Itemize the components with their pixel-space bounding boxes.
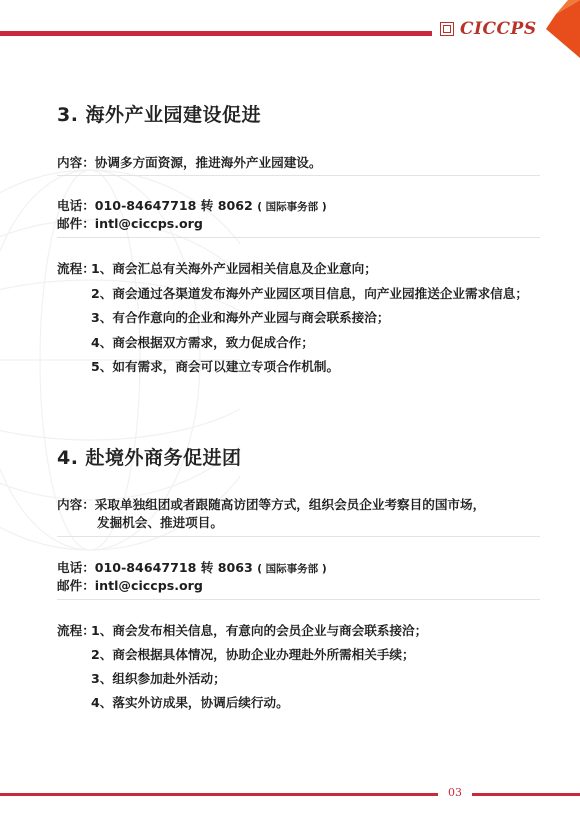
list-item: 2、商会通过各渠道发布海外产业园区项目信息，向产业园推送企业需求信息； (91, 286, 528, 301)
section-4-title: 4. 赴境外商务促进团 (57, 447, 242, 469)
section-4-email (57, 575, 203, 594)
list-item: 3、有合作意向的企业和海外产业园与商会联系接洽； (91, 310, 390, 325)
corner-decoration (534, 0, 580, 60)
list-item: 2、商会根据具体情况，协助企业办理赴外所需相关手续； (91, 647, 415, 662)
phone-number: 010-84647718 转 8062 (94, 198, 253, 213)
phone-number: 010-84647718 转 8063 (94, 560, 253, 575)
logo (440, 18, 537, 40)
content-text: 协调多方面资源，推进海外产业园建设。 (94, 155, 322, 170)
section-3-content (57, 152, 321, 171)
list-item: 1、商会发布相关信息，有意向的会员企业与商会联系接洽； (91, 623, 428, 638)
email-label: 邮件： (57, 216, 95, 231)
section-3-process-label: 流程： (57, 261, 95, 276)
content-text: 采取单独组团或者跟随高访团等方式，组织会员企业考察目的国市场， (94, 497, 486, 512)
email-link[interactable]: intl@ciccps.org (94, 578, 203, 593)
divider (57, 237, 540, 238)
seal-icon (440, 22, 454, 36)
section-4-process-label: 流程： (57, 623, 95, 638)
header-rule (0, 31, 432, 36)
phone-label: 电话： (57, 560, 95, 575)
list-item: 4、落实外访成果，协调后续行动。 (91, 695, 289, 710)
phone-label: 电话： (57, 198, 95, 213)
list-item: 3、组织参加赴外活动； (91, 671, 226, 686)
email-label: 邮件： (57, 578, 95, 593)
footer-rule (0, 793, 580, 796)
section-3-email (57, 213, 203, 232)
section-4-content-continued: 发掘机会、推进项目。 (97, 515, 223, 530)
logo-text: CICCPS (460, 19, 537, 39)
section-3-phone (57, 195, 327, 214)
divider (57, 175, 540, 176)
section-3-title: 3. 海外产业园建设促进 (57, 104, 262, 126)
divider (57, 599, 540, 600)
section-4-content (57, 494, 485, 513)
phone-department: ( 国际事务部 ) (257, 563, 327, 575)
page-number: 03 (438, 784, 472, 802)
section-4-phone (57, 557, 327, 576)
content-label: 内容： (57, 497, 95, 512)
list-item: 5、如有需求，商会可以建立专项合作机制。 (91, 359, 340, 374)
list-item: 4、商会根据双方需求，致力促成合作； (91, 335, 314, 350)
phone-department: ( 国际事务部 ) (257, 201, 327, 213)
divider (57, 536, 540, 537)
list-item: 1、商会汇总有关海外产业园相关信息及企业意向； (91, 261, 377, 276)
content-label: 内容： (57, 155, 95, 170)
email-link[interactable]: intl@ciccps.org (94, 216, 203, 231)
